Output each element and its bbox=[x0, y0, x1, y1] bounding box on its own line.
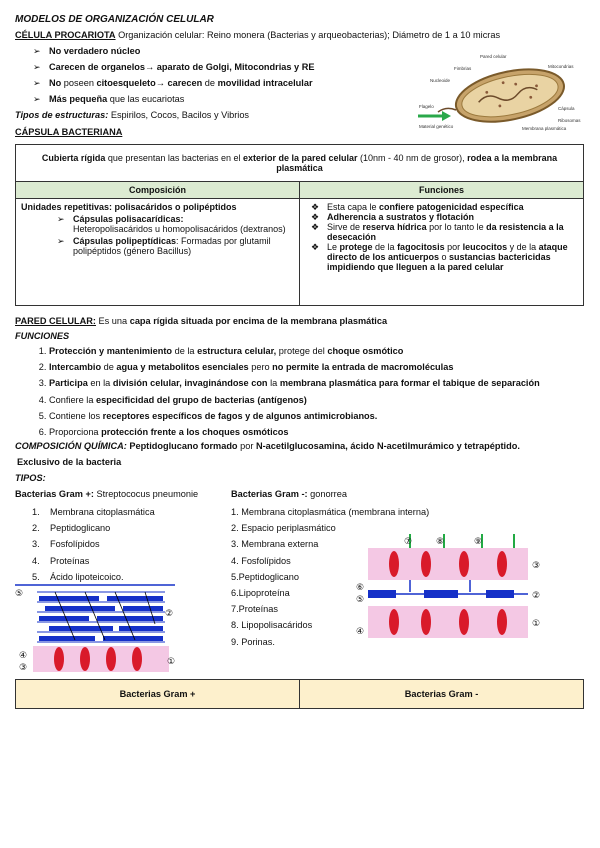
capsula-label: CÁPSULA BACTERIANA bbox=[15, 127, 123, 137]
pared-label: PARED CELULAR: bbox=[15, 316, 96, 326]
circled-2: ② bbox=[165, 609, 174, 619]
diamond-bullet-icon: ❖ bbox=[311, 202, 320, 212]
t: → bbox=[155, 78, 168, 88]
capsula-table bbox=[15, 144, 584, 306]
circled-4: ④ bbox=[19, 651, 28, 661]
list-item: 5.Peptidoglicano bbox=[231, 571, 299, 582]
list-item: 2. Peptidoglicano bbox=[32, 523, 111, 534]
gram-pos-list bbox=[32, 505, 155, 586]
gram-pos-diagram bbox=[15, 584, 185, 672]
list-item: 8. Lipopolisacáridos bbox=[231, 620, 313, 631]
label-flagelo: Flagelo bbox=[419, 104, 434, 109]
circled-4-neg: ④ bbox=[356, 627, 365, 637]
list-item: 3. Fosfolípidos bbox=[32, 539, 100, 550]
label-capsula: Cápsula bbox=[558, 106, 575, 111]
list-item: 4. Confiere la especificidad del grupo de bacterias (antígenos) bbox=[49, 393, 600, 409]
list-item: 6. Proporciona protección frente a los choques osmóticos bbox=[49, 425, 600, 441]
bacteria-diagram bbox=[418, 52, 584, 134]
gram-neg-diagram bbox=[354, 534, 544, 642]
bullet-2 bbox=[33, 62, 314, 73]
circled-5-neg: ⑤ bbox=[356, 595, 365, 605]
bullet-1 bbox=[33, 46, 140, 57]
label-ribosomas: Ribosomas bbox=[558, 118, 581, 123]
funciones-cell bbox=[300, 199, 584, 306]
tipos-label: Tipos de estructuras: bbox=[15, 110, 109, 120]
list-item: 2. Intercambio de agua y metabolitos esenciales pero no permite la entrada de macromoléculas bbox=[49, 360, 600, 376]
composicion-cell bbox=[16, 199, 300, 306]
circled-5: ⑤ bbox=[15, 589, 24, 599]
label-membrana: Membrana plasmática bbox=[522, 126, 567, 131]
list-item: 4. Proteínas bbox=[32, 555, 90, 566]
circled-2-neg: ② bbox=[532, 591, 541, 601]
t: de bbox=[202, 78, 218, 88]
func-item: ❖ Le protege de la fagocitosis por leucocitos y de la ataque directo de los anticuerpos o sustancias bactericidas impidiendo que lleguen a la pared celular bbox=[311, 242, 568, 272]
gram-pos-heading bbox=[15, 489, 198, 499]
col-funciones: Funciones bbox=[300, 182, 584, 199]
tipos-text: Espirilos, Cocos, Bacilos y Vibrios bbox=[108, 110, 250, 120]
list-item: 3. Membrana externa bbox=[231, 539, 319, 550]
col-gram-pos: Bacterias Gram + bbox=[16, 680, 300, 709]
label-nucleoide: Nucleoide bbox=[430, 78, 451, 83]
col-composicion: Composición bbox=[16, 182, 300, 199]
circled-8: ⑧ bbox=[436, 537, 445, 547]
list-item: 1. Protección y mantenimiento de la estructura celular, protege del choque osmótico bbox=[49, 344, 600, 360]
bullet-4 bbox=[33, 94, 184, 105]
funciones-label: FUNCIONES bbox=[15, 331, 70, 341]
arrow-head-icon: ➢ bbox=[33, 94, 41, 104]
t: poseen bbox=[61, 78, 97, 88]
b: movilidad intracelular bbox=[217, 78, 313, 88]
func-item: ❖ Adherencia a sustratos y flotación bbox=[311, 212, 475, 222]
t: que las eucariotas bbox=[107, 94, 185, 104]
func-item: ❖ Esta capa le confiere patogenicidad específica bbox=[311, 202, 524, 212]
procariota-line bbox=[15, 30, 500, 40]
procariota-text: Organización celular: Reino monera (Bacterias y arqueobacterias); Diámetro de 1 a 10 micras bbox=[115, 30, 501, 40]
list-item: 1. Membrana citoplasmática (membrana interna) bbox=[231, 507, 430, 517]
quim-label: COMPOSICIÓN QUÍMICA: bbox=[15, 441, 127, 451]
label-material: Material genético bbox=[419, 124, 454, 129]
list-item: 2. Espacio periplasmático bbox=[231, 523, 336, 534]
list-item: 9. Porinas. bbox=[231, 636, 275, 647]
arrow-head-icon: ➢ bbox=[33, 78, 41, 88]
circled-1: ① bbox=[167, 657, 176, 667]
list-item: 6.Lipoproteína bbox=[231, 587, 290, 598]
gram-neg-label: Bacterias Gram -: bbox=[231, 489, 308, 499]
diamond-bullet-icon: ❖ bbox=[311, 242, 320, 252]
b: No bbox=[49, 78, 62, 88]
procariota-label: CÉLULA PROCARIOTA bbox=[15, 30, 116, 40]
funciones-list bbox=[15, 344, 600, 441]
arrow-head-icon: ➢ bbox=[33, 46, 41, 56]
bullet-3 bbox=[33, 78, 313, 89]
exclusivo-text: Exclusivo de la bacteria bbox=[17, 457, 122, 467]
tipos-heading: TIPOS: bbox=[15, 473, 46, 483]
func-item: ❖ Sirve de reserva hídrica por lo tanto le da resistencia a la desecación bbox=[311, 222, 564, 242]
list-item: 5. Contiene los receptores específicos de fagos y de algunos antimicrobianos. bbox=[49, 409, 600, 425]
label-fimbrias: Fimbrias bbox=[454, 66, 472, 71]
list-item: 5. Ácido lipoteicoico. bbox=[32, 571, 124, 582]
b: citoesqueleto bbox=[96, 78, 156, 88]
gram-neg-heading bbox=[231, 489, 347, 499]
page-title: MODELOS DE ORGANIZACIÓN CELULAR bbox=[15, 14, 214, 25]
circled-3-neg: ③ bbox=[532, 561, 541, 571]
comp-item: ➢ Cápsulas polisacarídicas: Heteropolisacáridos u homopolisacáridos (dextranos) bbox=[57, 214, 286, 234]
list-item: 1. Membrana citoplasmática bbox=[32, 507, 155, 517]
arrow-head-icon: ➢ bbox=[57, 214, 65, 224]
diamond-bullet-icon: ❖ bbox=[311, 212, 320, 222]
gram-table bbox=[15, 679, 584, 709]
list-item: 3. Participa en la división celular, invaginándose con la membrana plasmática para formar el tabique de separación bbox=[49, 376, 600, 392]
circled-7: ⑦ bbox=[404, 537, 413, 547]
comp-item: ➢ Cápsulas polipeptídicas: Formadas por glutamil polipéptidos (género Bacillus) bbox=[57, 236, 271, 256]
capsula-desc: Cubierta rígida que presentan las bacterias en el exterior de la pared celular (10nm - 40 nm de grosor), rodea a la membrana plasmática bbox=[16, 145, 584, 182]
comp-intro: Unidades repetitivas: polisacáridos o polipéptidos bbox=[21, 202, 237, 212]
gram-pos-label: Bacterias Gram +: bbox=[15, 489, 94, 499]
circled-1-neg: ① bbox=[532, 619, 541, 629]
gram-neg-example: gonorrea bbox=[307, 489, 347, 499]
bullet-text: Carecen de organelos→ aparato de Golgi, Mitocondrias y RE bbox=[49, 62, 315, 72]
arrow-head-icon: ➢ bbox=[57, 236, 65, 246]
label-pared: Pared celular bbox=[480, 54, 507, 59]
diamond-bullet-icon: ❖ bbox=[311, 222, 320, 232]
b: carecen bbox=[167, 78, 203, 88]
circled-6: ⑥ bbox=[356, 583, 365, 593]
circled-3: ③ bbox=[19, 663, 28, 672]
list-item: 7.Proteínas bbox=[231, 604, 278, 615]
circled-9: ⑨ bbox=[474, 537, 483, 547]
arrow-head-icon: ➢ bbox=[33, 62, 41, 72]
col-gram-neg: Bacterias Gram - bbox=[300, 680, 584, 709]
gram-pos-example: Streptococus pneumonie bbox=[93, 489, 199, 499]
b: Más pequeña bbox=[49, 94, 108, 104]
label-mitocondrias: Mitocondrias bbox=[548, 64, 574, 69]
tipos-estructuras bbox=[15, 110, 249, 120]
composicion-quimica: COMPOSICIÓN QUÍMICA: Peptidoglucano formado por N-acetilglucosamina, ácido N-acetilmurámico y tetrapéptido. bbox=[15, 441, 520, 451]
list-item: 4. Fosfolípidos bbox=[231, 555, 291, 566]
bullet-text: No verdadero núcleo bbox=[49, 46, 141, 56]
pared-line: PARED CELULAR: Es una capa rígida situada por encima de la membrana plasmática bbox=[15, 316, 388, 326]
